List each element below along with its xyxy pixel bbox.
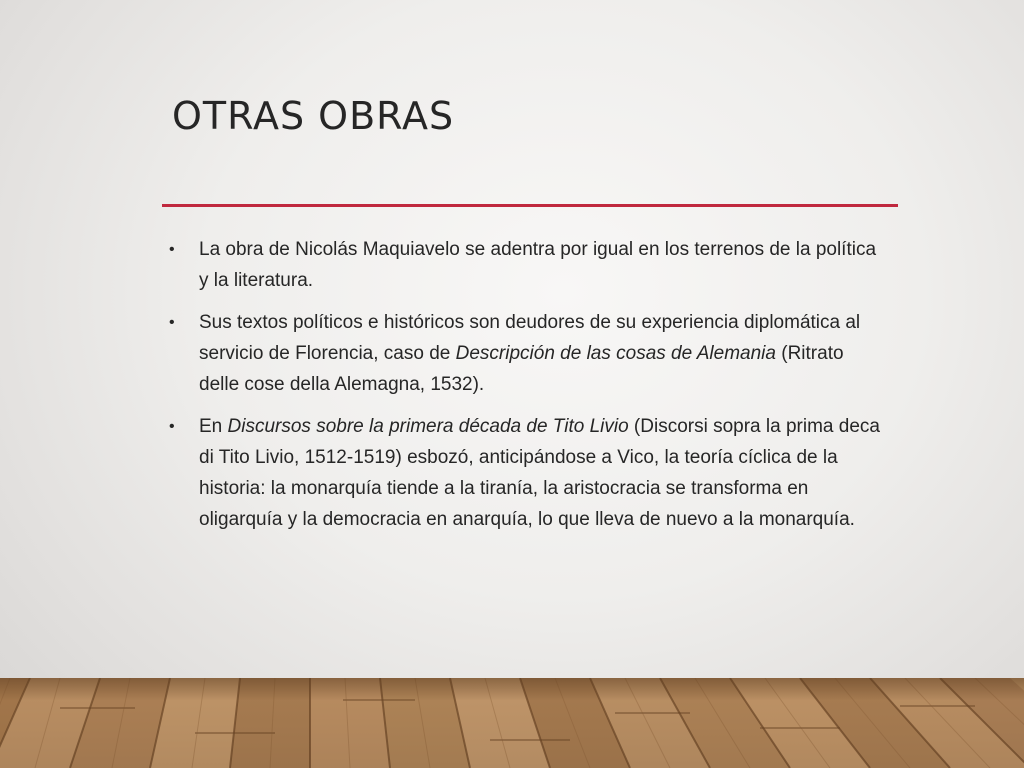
slide-title: OTRAS OBRAS [172,94,455,138]
bullet-icon: • [169,314,175,331]
bullet-item [168,234,888,296]
slide-content [168,234,888,546]
bullet-text: La obra de Nicolás Maquiavelo se adentra por igual en los terrenos de la política y la literatura. [199,239,877,291]
bullet-icon: • [169,241,175,258]
bullet-text: En [199,416,228,437]
title-divider [162,204,898,207]
bullet-text: Sus textos políticos e históricos son deudores de su experiencia diplomática al servicio de Florencia, caso de [199,312,861,364]
wood-floor-graphic [0,678,1024,768]
bullet-list [168,234,888,535]
work-title: Descripción de las cosas de Alemania [455,343,776,364]
bullet-icon: • [169,418,175,435]
wood-floor [0,678,1024,768]
work-title: Discursos sobre la primera década de Tito Livio [227,416,629,437]
bullet-text: (Discorsi sopra la prima deca di Tito Livio, 1512-1519) esbozó, anticipándose a Vico, la teoría cíclica de la historia: la monarquía tiende a la tiranía, la aristocracia se transforma en oligarquía y la democracia en anarquía, lo que lleva de nuevo a la monarquía. [199,416,880,530]
bullet-text: (Ritrato delle cose della Alemagna, 1532). [199,343,844,395]
bullet-item [168,411,888,535]
bullet-item [168,307,888,400]
